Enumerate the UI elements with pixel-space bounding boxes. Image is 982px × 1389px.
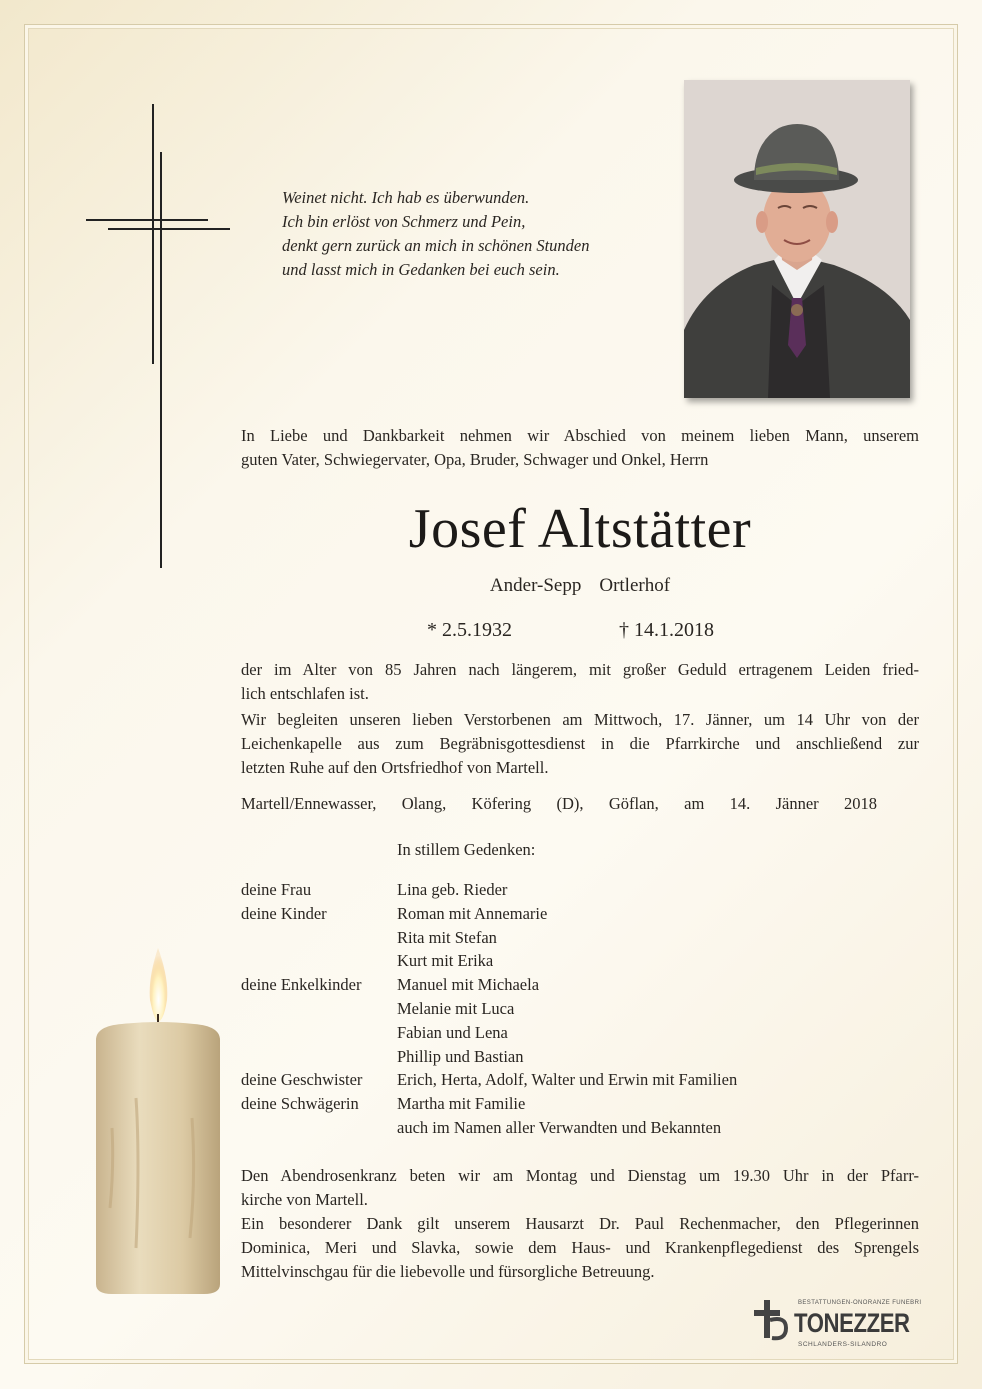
passing-line: der im Alter von 85 Jahren nach längerem, mit großer Geduld ertragenem Leiden fried- [241,660,919,679]
rosary-line: kirche von Martell. [241,1190,368,1209]
portrait-image [684,80,910,398]
birth-date: * 2.5.1932 [427,619,512,641]
place-date [241,792,877,816]
deceased-name: Josef Altstätter [408,498,752,560]
poem-line: Weinet nicht. Ich hab es überwunden. [282,188,530,207]
logo-cross-icon [752,1300,792,1344]
mourner-names: Kurt mit Erika [397,951,494,971]
place-date-text: Martell/Ennewasser, Olang, Köfering (D), Göflan, am 14. Jänner 2018 [241,794,877,813]
deceased-aliases [241,574,919,598]
mourner-row [241,1021,919,1045]
thanks-line: Ein besonderer Dank gilt unserem Hausarzt Dr. Paul Rechenmacher, den Pflegerinnen [241,1214,919,1233]
mourner-relation: deine Geschwister [241,1070,363,1090]
mourner-relation: deine Frau [241,880,312,899]
portrait-photo [684,80,910,398]
poem [282,186,662,282]
mourner-names: Erich, Herta, Adolf, Walter und Erwin mit Familien [397,1070,738,1090]
funeral-line: Wir begleiten unseren lieben Verstorbenen am Mittwoch, 17. Jänner, um 14 Uhr von der [241,710,919,729]
funeral-home-logo [752,1300,932,1358]
mourner-relation: deine Enkelkinder [241,975,362,995]
intro-text [241,424,919,472]
mourner-row [241,973,919,997]
rosary-line: Den Abendrosenkranz beten wir am Montag und Dienstag um 19.30 Uhr in der Pfarr- [241,1166,919,1185]
intro-line: In Liebe und Dankbarkeit nehmen wir Abschied von meinem lieben Mann, unserem [241,426,919,445]
logo-brand: TONEZZER [794,1308,910,1338]
mourner-row [241,1116,919,1140]
intro-line: guten Vater, Schwiegervater, Opa, Bruder, Schwager und Onkel, Herrn [241,450,709,469]
mourner-names: Rita mit Stefan [397,927,497,947]
mourner-relation: deine Kinder [241,903,327,923]
thanks-line: Dominica, Meri und Slavka, sowie dem Haus- und Krankenpflegedienst des Sprengels [241,1238,919,1257]
mourner-names: Martha mit Familie [397,1094,526,1114]
death-date: † 14.1.2018 [619,619,714,641]
mourner-names: Phillip und Bastian [397,1046,524,1066]
funeral-line: letzten Ruhe auf den Ortsfriedhof von Martell. [241,758,549,777]
poem-line: und lasst mich in Gedanken bei euch sein. [282,260,560,279]
passing-line: lich entschlafen ist. [241,684,369,703]
logo-tagline: BESTATTUNGEN-ONORANZE FUNEBRI [798,1300,922,1306]
mourners-list [241,878,919,1140]
mourner-names: Fabian und Lena [397,1022,508,1042]
alias-farm: Ortlerhof [599,575,671,596]
mourner-names: Melanie mit Luca [397,998,515,1018]
funeral-line: Leichenkapelle aus zum Begräbnisgottesdienst in die Pfarrkirche und anschließend zur [241,734,919,753]
mourner-row [241,902,919,926]
thanks-text [241,1212,919,1284]
mourner-row [241,1045,919,1069]
candle-icon [92,948,224,1298]
alias-nickname: Ander-Sepp [489,575,582,596]
logo-location: SCHLANDERS-SILANDRO [798,1341,888,1348]
mourner-names: Manuel mit Michaela [397,975,540,995]
mourner-row [241,997,919,1021]
cross-icon [86,104,236,574]
funeral-text [241,708,919,780]
mourner-row [241,1068,919,1092]
mourner-names: auch im Namen aller Verwandten und Bekannten [397,1117,722,1137]
mourner-relation: deine Schwägerin [241,1094,359,1114]
mourner-names: Lina geb. Rieder [397,880,508,899]
rosary-text [241,1164,919,1212]
mourner-row [241,1092,919,1116]
in-memory-heading: In stillem Gedenken: [397,840,536,859]
mourner-row [241,926,919,950]
mourner-row [241,949,919,973]
passing-text [241,658,919,706]
poem-line: Ich bin erlöst von Schmerz und Pein, [282,212,526,231]
poem-line: denkt gern zurück an mich in schönen Stunden [282,236,590,255]
mourner-names: Roman mit Annemarie [397,903,548,923]
mourner-row [241,878,919,902]
thanks-line: Mittelvinschgau für die liebevolle und fürsorgliche Betreuung. [241,1262,655,1281]
